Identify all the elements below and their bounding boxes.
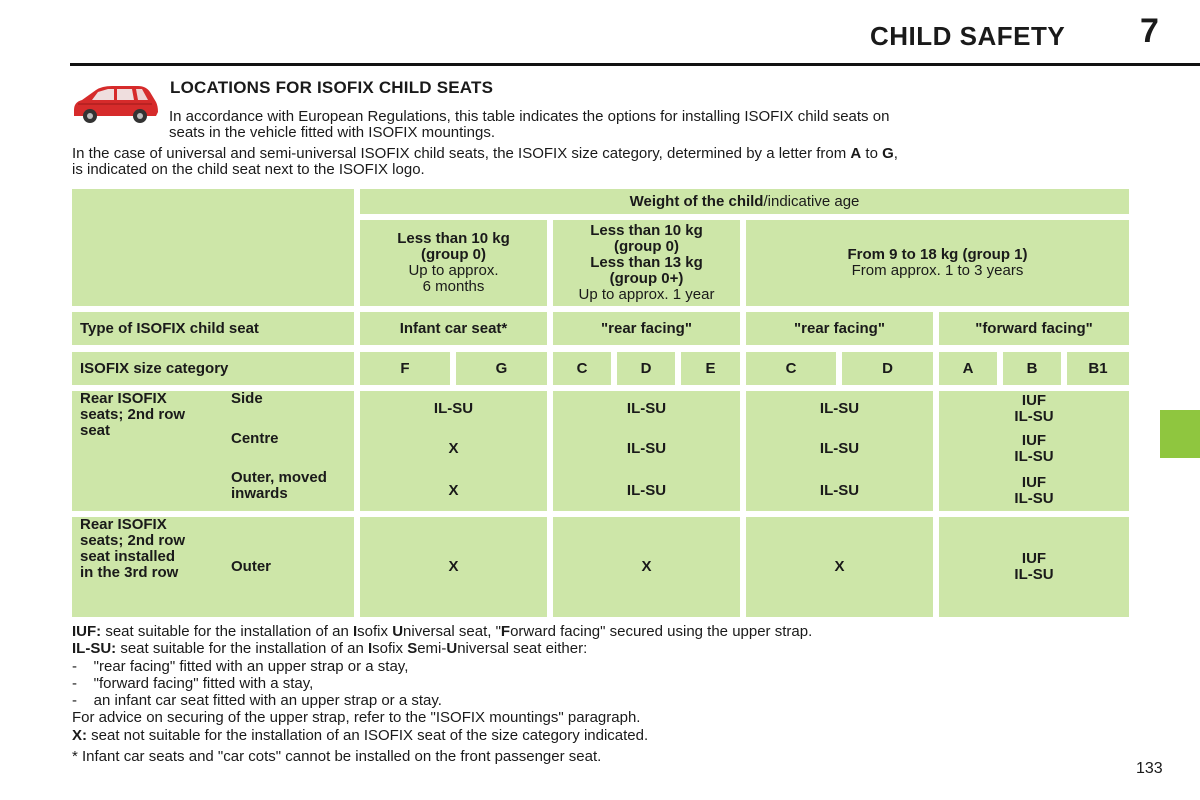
label-line: seats; 2nd row: [80, 406, 186, 423]
chapter-number: 7: [1140, 12, 1159, 50]
group-line: 6 months: [422, 278, 485, 295]
position-label-outer: Outer: [231, 558, 272, 575]
section-title: LOCATIONS FOR ISOFIX CHILD SEATS: [170, 78, 494, 97]
label-line: seat: [80, 422, 111, 439]
seat-compat-value: X: [834, 558, 845, 575]
seat-compat-value: IL-SU: [626, 481, 667, 499]
seat-compat-value: IL-SU: [819, 400, 860, 417]
group-line: Less than 10 kg: [590, 222, 703, 239]
seat-compat-value: IUF IL-SU: [1014, 432, 1054, 465]
label-line: seats; 2nd row: [80, 532, 186, 549]
seat-compat-value: IL-SU: [819, 481, 860, 499]
seat-compat-value: X: [641, 558, 652, 575]
legend-ilsu: IL-SU: seat suitable for the installation of an Isofix Semi-Universal seat either:: [72, 640, 588, 658]
group-line: Less than 10 kg: [397, 230, 510, 247]
weight-header: Weight of the child/indicative age: [360, 189, 1129, 214]
group-header-2: [746, 220, 1129, 306]
legend: [72, 623, 1152, 744]
group-line: From 9 to 18 kg (group 1): [847, 246, 1028, 263]
size-cell: F: [360, 352, 450, 385]
intro-paragraph: In accordance with European Regulations, this table indicates the options for installing ISOFIX child seats on seats in the vehicle fitted with ISOFIX mountings.: [169, 108, 890, 141]
header-rule: [70, 63, 1200, 66]
label-line: Rear ISOFIX: [80, 516, 167, 533]
car-icon: [68, 80, 160, 126]
size-row-label: ISOFIX size category: [72, 352, 354, 385]
group-line: From approx. 1 to 3 years: [851, 262, 1024, 279]
seat-compat-value: X: [448, 440, 459, 457]
seat-compat-value: IUF IL-SU: [1014, 392, 1054, 425]
seat-compat-value: IUF IL-SU: [1014, 550, 1054, 583]
seat-compat-value: X: [448, 558, 459, 575]
legend-x: X: seat not suitable for the installation of an ISOFIX seat of the size category indicated.: [72, 726, 649, 744]
chapter-tab: [1160, 410, 1200, 458]
position-label: Side: [231, 390, 263, 407]
table-corner: [72, 189, 354, 306]
type-cell: "rear facing": [746, 312, 933, 345]
type-cell: Infant car seat*: [360, 312, 547, 345]
size-cell: D: [617, 352, 675, 385]
size-cell: A: [939, 352, 997, 385]
label-line: Rear ISOFIX: [80, 390, 167, 407]
position-label: Centre: [231, 430, 279, 447]
size-cell: G: [456, 352, 547, 385]
seat-compat-value: IL-SU: [819, 440, 860, 457]
size-cell: D: [842, 352, 933, 385]
type-row-label: Type of ISOFIX child seat: [72, 312, 354, 345]
size-cell: B1: [1067, 352, 1129, 385]
label-line: in the 3rd row: [80, 564, 179, 581]
rear-3rd-row-label: [80, 517, 230, 617]
group-line: (group 0): [614, 238, 679, 255]
group-line: Less than 13 kg: [590, 254, 703, 271]
type-cell: "rear facing": [553, 312, 740, 345]
seat-compat-value: IL-SU: [433, 400, 474, 417]
rear-2nd-row-label: [80, 391, 230, 511]
legend-bullet: - "rear facing" fitted with an upper strap or a stay,: [72, 657, 409, 675]
group-line: Up to approx.: [408, 262, 499, 279]
size-cell: B: [1003, 352, 1061, 385]
legend-bullet: - an infant car seat fitted with an upper strap or a stay.: [72, 692, 442, 710]
seat-compat-value: IL-SU: [626, 440, 667, 457]
size-category-paragraph: In the case of universal and semi-universal ISOFIX child seats, the ISOFIX size category, determined by a letter from A to G, is indicated on the child seat next to the ISOFIX logo.: [72, 145, 898, 178]
size-cell: C: [553, 352, 611, 385]
label-line: seat installed: [80, 548, 176, 565]
legend-iuf: IUF: seat suitable for the installation of an Isofix Universal seat, "Forward facing" secured using the upper strap.: [72, 623, 813, 640]
legend-advice: For advice on securing of the upper strap, refer to the "ISOFIX mountings" paragraph.: [72, 709, 641, 727]
seat-compat-value: IL-SU: [626, 400, 667, 417]
group-header-0: [360, 220, 547, 306]
group-line: (group 0): [421, 246, 486, 263]
seat-compat-value: X: [448, 481, 459, 499]
page-number: 133: [1136, 760, 1163, 777]
size-cell: C: [746, 352, 836, 385]
size-cell: E: [681, 352, 740, 385]
legend-bullet: - "forward facing" fitted with a stay,: [72, 674, 314, 692]
group-line: (group 0+): [609, 270, 684, 287]
type-cell: "forward facing": [939, 312, 1129, 345]
seat-compat-value: IUF IL-SU: [1014, 473, 1054, 507]
footnote: * Infant car seats and "car cots" cannot be installed on the front passenger seat.: [72, 748, 602, 765]
group-line: Up to approx. 1 year: [578, 286, 715, 303]
chapter-title: CHILD SAFETY: [870, 21, 1066, 51]
position-label: Outer, moved inwards: [231, 469, 327, 502]
group-header-1: [553, 220, 740, 306]
